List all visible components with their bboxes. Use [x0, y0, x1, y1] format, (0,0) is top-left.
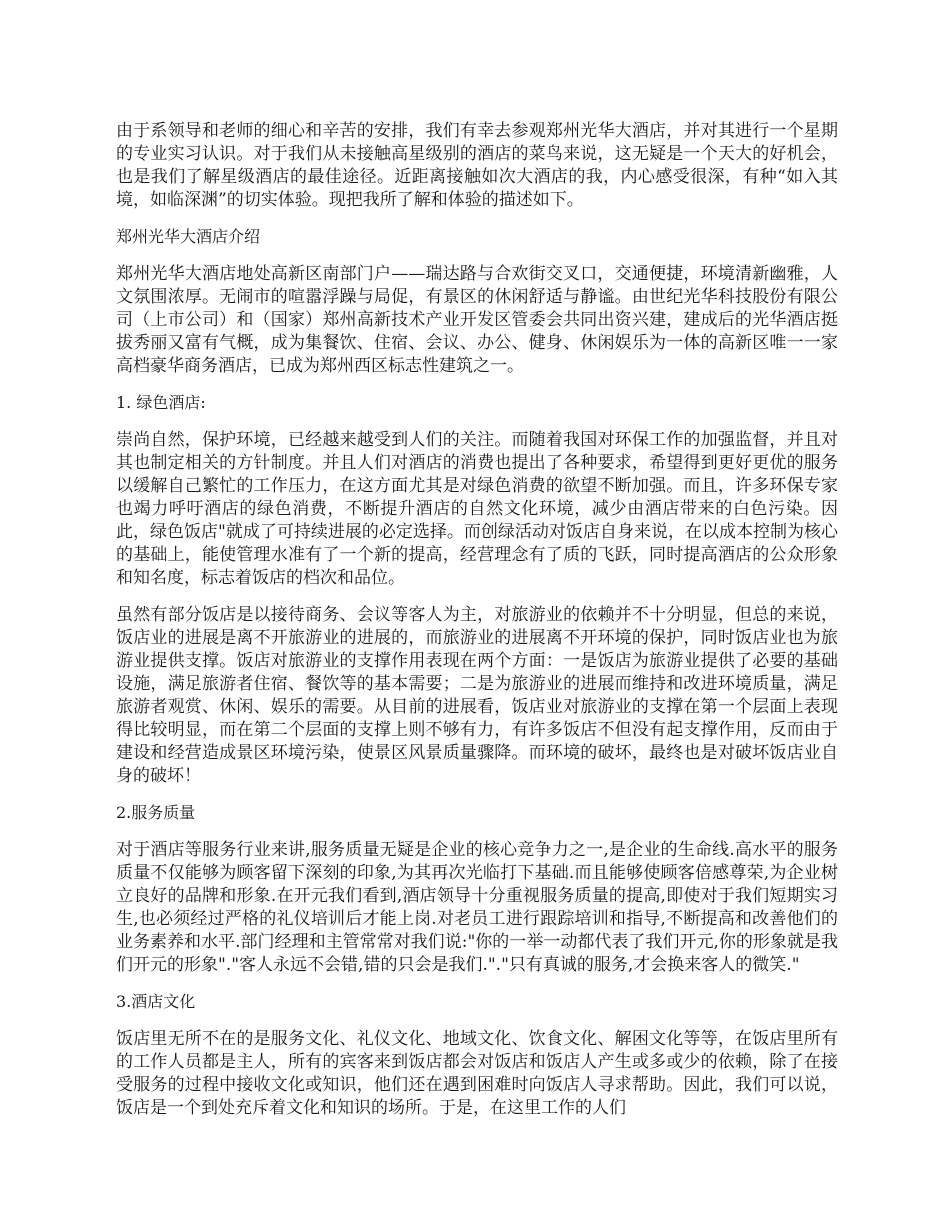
section-heading-hotel-culture: 3.酒店文化	[116, 992, 196, 1011]
service-quality-paragraph: 对于酒店等服务行业来讲,服务质量无疑是企业的核心竞争力之一,是企业的生命线.高水平的服务质量不仅能够为顾客留下深刻的印象,为其再次光临打下基础.而且能够使顾客倍感尊荣,为企业树立良好的品牌和形象.在开元我们看到,酒店领导十分重视服务质量的提高,即使对于我们短期实习生,也必须经过严格的礼仪培训后才能上岗.对老员工进行跟踪培训和指导,不断提高和改善他们的业务素养和水平.部门经理和主管常常对我们说:"你的一举一动都代表了我们开元,你的形象就是我们开元的形象"."客人永远不会错,错的只会是我们."."只有真诚的服务,才会换来客人的微笑."	[116, 840, 838, 975]
document-page	[116, 120, 838, 1134]
intro-paragraph: 由于系领导和老师的细心和辛苦的安排，我们有幸去参观郑州光华大酒店，并对其进行一个星期的专业实习认识。对于我们从未接触高星级别的酒店的菜鸟来说，这无疑是一个天大的好机会，也是我们了解星级酒店的最佳途径。近距离接触如次大酒店的我，内心感受很深，有种“如入其境，如临深渊”的切实体验。现把我所了解和体验的描述如下。	[116, 121, 838, 210]
green-hotel-paragraph-1: 崇尚自然，保护环境，已经越来越受到人们的关注。而随着我国对环保工作的加强监督，并且对其也制定相关的方针制度。并且人们对酒店的消费也提出了各种要求，希望得到更好更优的服务以缓解自己繁忙的工作压力，在这方面尤其是对绿色消费的欲望不断加强。而且，许多环保专家也竭力呼吁酒店的绿色消费，不断提升酒店的自然文化环境，减少由酒店带来的白色污染。因此，绿色饭店"就成了可持续进展的必定选择。而创绿活动对饭店自身来说，在以成本控制为核心的基础上，能使管理水准有了一个新的提高，经营理念有了质的飞跃，同时提高酒店的公众形象和知名度，标志着饭店的档次和品位。	[116, 430, 838, 588]
hotel-intro-paragraph: 郑州光华大酒店地处高新区南部门户——瑞达路与合欢街交叉口，交通便捷，环境清新幽雅，人文氛围浓厚。无闹市的喧嚣浮躁与局促，有景区的休闲舒适与静谧。由世纪光华科技股份有限公司（上市公司）和（国家）郑州高新技术产业开发区管委会共同出资兴建，建成后的光华酒店挺拔秀丽又富有气概，成为集餐饮、住宿、会议、办公、健身、休闲娱乐为一体的高新区唯一一家高档豪华商务酒店，已成为郑州西区标志性建筑之一。	[116, 264, 838, 376]
section-heading-hotel-intro: 郑州光华大酒店介绍	[116, 227, 261, 246]
section-heading-green-hotel: 1. 绿色酒店:	[116, 393, 206, 412]
section-heading-service-quality: 2.服务质量	[116, 803, 196, 822]
hotel-culture-paragraph: 饭店里无所不在的是服务文化、礼仪文化、地域文化、饮食文化、解困文化等等，在饭店里所有的工作人员都是主人，所有的宾客来到饭店都会对饭店和饭店人产生或多或少的依赖，除了在接受服务的过程中接收文化或知识，他们还在遇到困难时向饭店人寻求帮助。因此，我们可以说，饭店是一个到处充斥着文化和知识的场所。于是，在这里工作的人们	[116, 1029, 838, 1118]
green-hotel-paragraph-2: 虽然有部分饭店是以接待商务、会议等客人为主，对旅游业的依赖并不十分明显，但总的来说，饭店业的进展是离不开旅游业的进展的，而旅游业的进展离不开环境的保护，同时饭店业也为旅游业提供支撑。饭店对旅游业的支撑作用表现在两个方面：一是饭店为旅游业提供了必要的基础设施，满足旅游者住宿、餐饮等的基本需要；二是为旅游业的进展而维持和改进环境质量，满足旅游者观赏、休闲、娱乐的需要。从目前的进展看，饭店业对旅游业的支撑在第一个层面上表现得比较明显，而在第二个层面的支撑上则不够有力，有许多饭店不但没有起支撑作用，反而由于建设和经营造成景区环境污染，使景区风景质量骤降。而环境的破坏，最终也是对破坏饭店业自身的破坏！	[116, 605, 838, 786]
